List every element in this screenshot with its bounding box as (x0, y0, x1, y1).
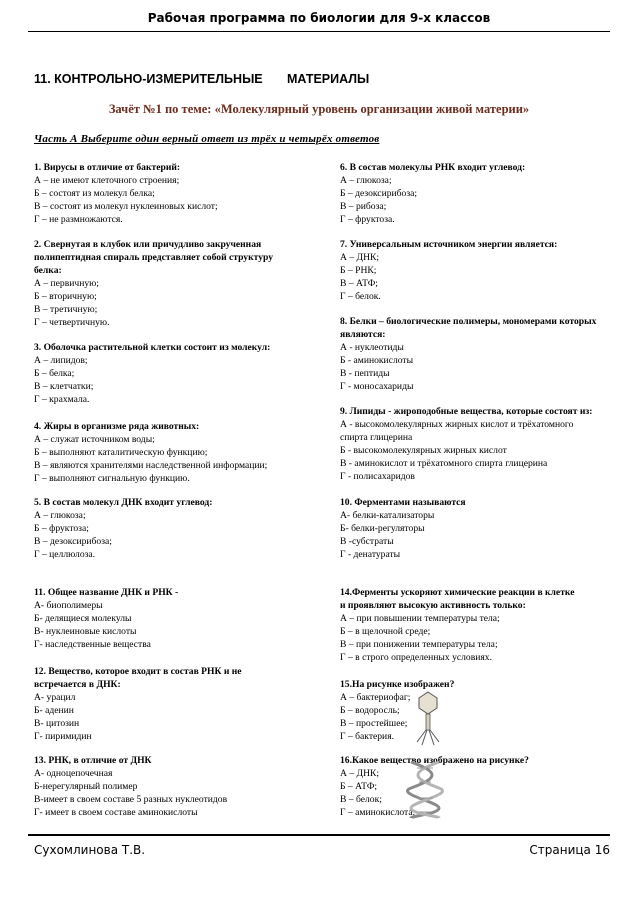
answer-option: А – липидов; (34, 355, 88, 366)
answer-option: Г- наследственные вещества (34, 639, 151, 650)
answer-option: Г - моносахариды (340, 381, 414, 392)
question-10 (340, 496, 466, 561)
question-text: 10. Ферментами называются (340, 497, 466, 508)
question-9 (340, 405, 592, 483)
question-text-line2: встречается в ДНК: (34, 679, 121, 690)
answer-option: Б- белки-регуляторы (340, 523, 425, 534)
answer-option: А – первичную; (34, 278, 99, 289)
question-text: 11. Общее название ДНК и РНК - (34, 587, 179, 598)
answer-option: Г – фруктоза. (340, 214, 395, 225)
answer-option: А- урацил (34, 692, 76, 703)
question-1 (34, 161, 218, 226)
answer-option: А – служат источником воды; (34, 434, 155, 445)
answer-option: В – рибоза; (340, 201, 387, 212)
answer-option: В – клетчатки; (34, 381, 94, 392)
question-text: 12. Вещество, которое входит в состав РНК и не (34, 666, 242, 677)
answer-option: Б – АТФ; (340, 781, 378, 792)
question-13 (34, 754, 227, 819)
answer-option: А - высокомолекулярных жирных кислот и трёхатомного (340, 419, 574, 430)
answer-option: Г – бактерия. (340, 731, 395, 742)
answer-option: Б – фруктоза; (34, 523, 89, 534)
answer-option: Г- имеет в своем составе аминокислоты (34, 807, 198, 818)
question-text: 14.Ферменты ускоряют химические реакции в клетке (340, 587, 575, 598)
question-text-line2: полипептидная спираль представляет собой структуру (34, 252, 274, 263)
answer-option: Г- пиримидин (34, 731, 92, 742)
question-5 (34, 496, 212, 561)
question-text: 8. Белки – биологические полимеры, мономерами которых (340, 316, 597, 327)
answer-option: Б - аминокислоты (340, 355, 414, 366)
section-title-rest: МАТЕРИАЛЫ (287, 72, 370, 86)
question-text: 5. В состав молекул ДНК входит углевод: (34, 497, 213, 508)
question-14 (340, 586, 574, 664)
question-11 (34, 586, 178, 651)
answer-option: В – третичную; (34, 304, 98, 315)
answer-option: В – простейшее; (340, 718, 408, 729)
answer-option: А – бактериофаг; (340, 692, 411, 703)
answer-option: В - аминокислот и трёхатомного спирта глицерина (340, 458, 548, 469)
answer-option: Б – состоят из молекул белка; (34, 188, 155, 199)
answer-option: А – не имеют клеточного строения; (34, 175, 180, 186)
question-text: 7. Универсальным источником энергии является: (340, 239, 558, 250)
answer-option: В – при понижении температуры тела; (340, 639, 498, 650)
footer-author: Сухомлинова Т.В. (34, 843, 146, 857)
test-title: Зачёт №1 по теме: «Молекулярный уровень организации живой материи» (108, 102, 530, 116)
question-text: 16.Какое вещество изображено на рисунке? (340, 755, 529, 766)
answer-option: В -субстраты (340, 536, 394, 547)
answer-option: Б – белка; (34, 368, 75, 379)
answer-option: Г – в строго определенных условиях. (340, 652, 492, 663)
question-text-line2: и проявляют высокую активность только: (340, 600, 526, 611)
answer-option: Б-нерегулярный полимер (34, 781, 138, 792)
answer-option: Г – выполняют сигнальную функцию. (34, 473, 190, 484)
answer-option: В- нуклеиновые кислоты (34, 626, 137, 637)
question-text: 1. Вирусы в отличие от бактерий: (34, 162, 181, 173)
answer-option: В – дезоксирибоза; (34, 536, 112, 547)
answer-option: Б- делящиеся молекулы (34, 613, 132, 624)
answer-option: Г – четвертичную. (34, 317, 110, 328)
part-label: Часть А Выберите один верный ответ из трёх и четырёх ответов (34, 133, 380, 145)
answer-option: В – белок; (340, 794, 382, 805)
answer-option: В-имеет в своем составе 5 разных нуклеотидов (34, 794, 228, 805)
answer-option: Б - высокомолекулярных жирных кислот (340, 445, 507, 456)
page-header: Рабочая программа по биологии для 9-х классов (147, 11, 491, 25)
answer-option: Б – выполняют каталитическую функцию; (34, 447, 208, 458)
answer-option: А – при повышении температуры тела; (340, 613, 500, 624)
answer-option: Г – целлюлоза. (34, 549, 96, 560)
header-divider (28, 31, 610, 32)
answer-option: Г – не размножаются. (34, 214, 123, 225)
question-text: 15.На рисунке изображен? (340, 679, 455, 690)
bacteriophage-icon (413, 690, 443, 748)
answer-option: Г – белок. (340, 291, 381, 302)
answer-option: Г – аминокислота. (340, 807, 416, 818)
answer-option: Б – водоросль; (340, 705, 400, 716)
question-7 (340, 238, 557, 303)
answer-option: А- биополимеры (34, 600, 103, 611)
question-text: 4. Жиры в организме ряда животных: (34, 421, 200, 432)
answer-option: Г - денатураты (340, 549, 401, 560)
question-text-line3: белка: (34, 265, 62, 276)
answer-option: Б – РНК; (340, 265, 377, 276)
answer-option: А – глюкоза; (340, 175, 392, 186)
answer-option: спирта глицерина (340, 432, 413, 443)
answer-option: А- одноцепочечная (34, 768, 113, 779)
answer-option: В - пептиды (340, 368, 390, 379)
question-4 (34, 420, 267, 485)
question-text: 6. В состав молекулы РНК входит углевод: (340, 162, 526, 173)
dna-helix-icon (405, 760, 445, 820)
question-6 (340, 161, 525, 226)
answer-option: В- цитозин (34, 718, 80, 729)
answer-option: Б- аденин (34, 705, 74, 716)
answer-option: В – состоят из молекул нуклеиновых кислот; (34, 201, 218, 212)
answer-option: А- белки-катализаторы (340, 510, 435, 521)
answer-option: Б – в щелочной среде; (340, 626, 431, 637)
question-12 (34, 665, 242, 743)
question-2 (34, 238, 273, 329)
footer-page-number: Страница 16 (529, 843, 610, 857)
answer-option: В – АТФ; (340, 278, 378, 289)
answer-option: А - нуклеотиды (340, 342, 404, 353)
answer-option: В – являются хранителями наследственной информации; (34, 460, 268, 471)
answer-option: А – ДНК; (340, 252, 380, 263)
question-text: 2. Свернутая в клубок или причудливо закрученная (34, 239, 262, 250)
question-8 (340, 315, 596, 393)
section-title: 11. КОНТРОЛЬНО-ИЗМЕРИТЕЛЬНЫЕ (34, 72, 263, 86)
question-text-line2: являются: (340, 329, 386, 340)
answer-option: Г – крахмала. (34, 394, 90, 405)
answer-option: Б – вторичную; (34, 291, 97, 302)
footer-divider (28, 834, 610, 836)
question-3 (34, 341, 270, 406)
answer-option: А – глюкоза; (34, 510, 86, 521)
question-text: 3. Оболочка растительной клетки состоит из молекул: (34, 342, 271, 353)
answer-option: А – ДНК; (340, 768, 380, 779)
question-text: 13. РНК, в отличие от ДНК (34, 755, 152, 766)
question-text: 9. Липиды - жироподобные вещества, которые состоят из: (340, 406, 593, 417)
answer-option: Г - полисахаридов (340, 471, 415, 482)
answer-option: Б – дезоксирибоза; (340, 188, 418, 199)
